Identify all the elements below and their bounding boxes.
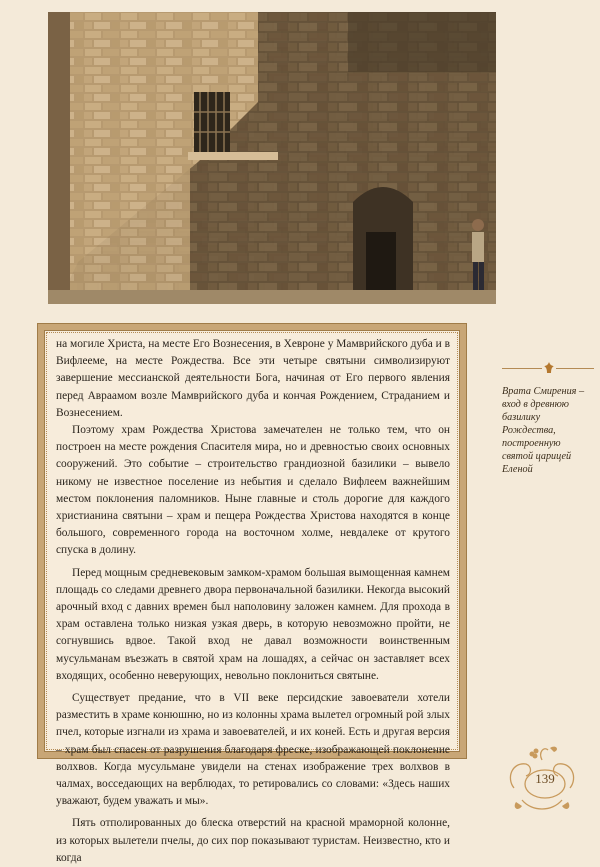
paragraph: Поэтому храм Рождества Христова замечателен не только тем, что он построен на месте рождения Спасителя мира, но и древностью своих основных сооружений. Это событие – строительство грандиозной базилики – вывело никому не известное поселение из небытия и сделало Вифлеем важнейшим местом поклонения паломников. Ныне главные и столь дорогие для каждого христианина святыни – храм и пещера Рождества Христова находятся в конце большого, современного города на восточном холме, невдалеке от крутого спуска в долину.: [56, 424, 450, 557]
paragraph: Существует предание, что в VII веке персидские завоеватели хотели разместить в храме конюшню, но из колонны храма вылетел огромный рой злых пчел, которые изгнали из храма и завоевателей, и их коней. Есть и другая версия – храм был спасен от разрушения благодаря фреске, изображающей поклонение волхвов. Когда мусульмане увидели на стенах изображение трех волхвов в чалмах, восседающих на верблюдах, то ретировались со словами: «Здесь наших уважают, будем уважать и мы».: [56, 692, 450, 808]
photo-graphic: [48, 12, 496, 304]
page-number-ornament: [502, 742, 582, 816]
body-text: [56, 336, 450, 864]
page-number: 139: [535, 771, 555, 786]
text-frame: [38, 324, 466, 864]
caption-text: Врата Смирения – вход в древнюю базилику Рождества, построенную святой царицей Еленой: [502, 386, 585, 475]
fleur-ornament-icon: [542, 361, 556, 375]
paragraph: Перед мощным средневековым замком-храмом большая вымощенная камнем площадь со следами древнего двора первоначальной базилики. Некогда высокий арочный вход с давних времен был наполовину заложен камнем. Для прохода в храм оставлена только низкая узкая дверь, в которую невозможно пройти, не согнувшись вдвое. Такой вход не давал возможности воинственным мусульманам въезжать в святой храм на лошадях, а сейчас он заставляет всех входящих, особенно неверующих, невольно поклониться святыне.: [56, 566, 450, 682]
photo-basilica-entrance: [48, 12, 496, 304]
photo-caption-block: [502, 368, 594, 476]
paragraph: на могиле Христа, на месте Его Вознесения, в Хевроне у Мамврийского дуба и в Вифлееме, на месте Рождества. Все эти четыре святыни символизируют завершение мессианской деятельности Бога, начиная от Его первого явления перед Авраамом возле Мамврийского дуба и кончая Рождением, Страданием и Вознесением.: [56, 338, 450, 419]
paragraph: Пять отполированных до блеска отверстий на красной мраморной колонне, из которых вылетели пчелы, до сих пор показывают туристам. Неизвестно, кто и когда: [56, 817, 450, 864]
